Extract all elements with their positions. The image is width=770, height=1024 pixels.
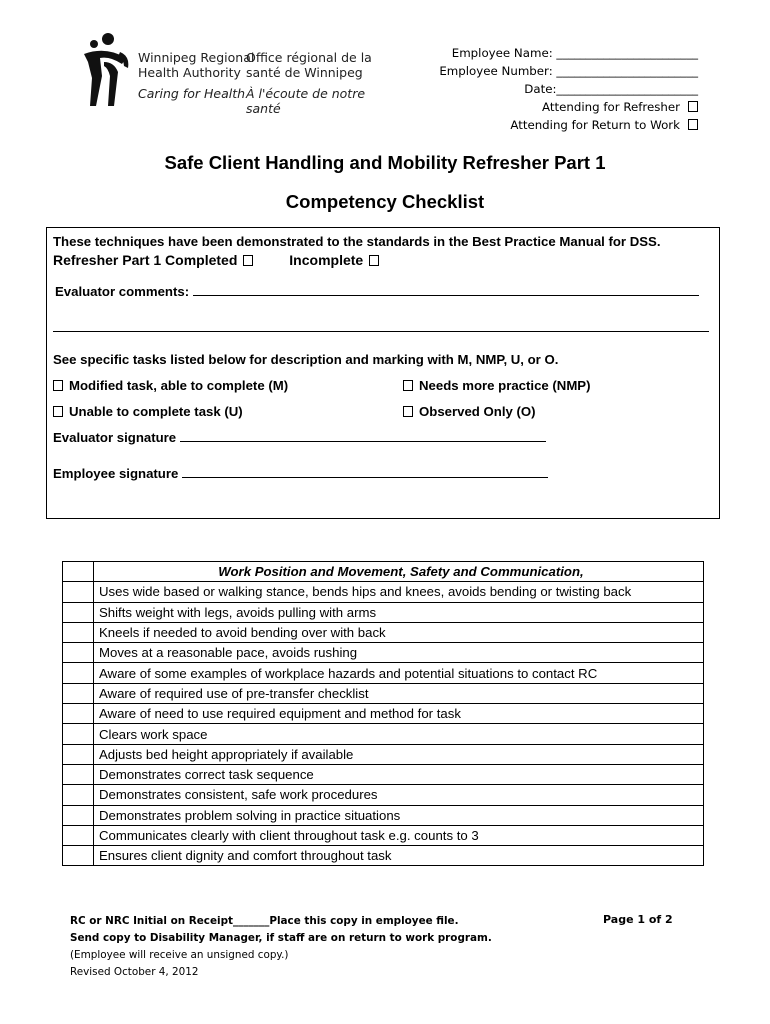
checklist-mark-cell[interactable] [63, 622, 94, 642]
table-row [63, 805, 704, 825]
table-row [63, 683, 704, 703]
checklist-mark-cell[interactable] [63, 602, 94, 622]
page-number: Page 1 of 2 [603, 913, 673, 926]
footer-receipt-note: RC or NRC Initial on Receipt_______Place this copy in employee file. [70, 915, 459, 927]
checklist-mark-cell[interactable] [63, 683, 94, 703]
table-row [63, 744, 704, 764]
logo-fr-tagline: À l'écoute de notre santé [246, 86, 366, 116]
checklist-item: Uses wide based or walking stance, bends hips and knees, avoids bending or twisting back [94, 582, 704, 602]
legend-modified [47, 378, 288, 393]
table-row [63, 724, 704, 744]
table-row [63, 602, 704, 622]
wrha-logo [80, 32, 380, 116]
completion-row [53, 252, 385, 268]
checklist-item: Communicates clearly with client throughout task e.g. counts to 3 [94, 825, 704, 845]
legend-modified-box-icon [53, 380, 63, 391]
table-row [63, 825, 704, 845]
table-row [63, 643, 704, 663]
legend-observed-label: Observed Only (O) [419, 404, 536, 419]
logo-fr-line2: santé de Winnipeg [246, 65, 363, 80]
checklist-mark-cell[interactable] [63, 582, 94, 602]
competency-checklist-table [62, 561, 704, 866]
incomplete-label: Incomplete [289, 252, 364, 268]
checklist-mark-cell[interactable] [63, 805, 94, 825]
evaluator-comments-row [55, 284, 699, 299]
footer-revised-date: Revised October 4, 2012 [70, 966, 199, 978]
table-row [63, 663, 704, 683]
footer-notes [70, 913, 492, 981]
evaluator-comments-line[interactable] [193, 295, 699, 296]
logo-en-line1: Winnipeg Regional [138, 50, 255, 65]
table-row [63, 704, 704, 724]
footer-unsigned-note: (Employee will receive an unsigned copy.) [70, 949, 289, 961]
legend-unable-box-icon [53, 406, 63, 417]
table-row [63, 622, 704, 642]
evaluation-box [46, 227, 720, 519]
evaluator-comments-line-2[interactable] [53, 331, 709, 332]
checklist-item: Ensures client dignity and comfort throughout task [94, 846, 704, 866]
table-row [63, 785, 704, 805]
checklist-header-row [63, 562, 704, 582]
attending-refresher-label: Attending for Refresher [542, 100, 680, 114]
marking-instructions: See specific tasks listed below for description and marking with M, NMP, U, or O. [53, 352, 559, 367]
attending-refresher-checkbox[interactable] [688, 101, 698, 112]
page-title: Safe Client Handling and Mobility Refresher Part 1 [164, 152, 606, 173]
attending-return-label: Attending for Return to Work [510, 118, 680, 132]
table-row [63, 764, 704, 784]
checklist-mark-cell[interactable] [63, 764, 94, 784]
checklist-item: Aware of required use of pre-transfer checklist [94, 683, 704, 703]
checklist-mark-cell[interactable] [63, 663, 94, 683]
attending-refresher-row [439, 98, 698, 116]
employee-signature-line[interactable] [182, 477, 548, 478]
completed-label: Refresher Part 1 Completed [53, 252, 238, 268]
wrha-figure-icon [80, 32, 132, 108]
checklist-heading: Work Position and Movement, Safety and Communication, [94, 562, 704, 582]
attending-return-checkbox[interactable] [688, 119, 698, 130]
checklist-item: Shifts weight with legs, avoids pulling with arms [94, 602, 704, 622]
checklist-mark-cell[interactable] [63, 744, 94, 764]
date-field[interactable]: Date:________________________ [524, 82, 698, 96]
completed-checkbox[interactable] [243, 255, 253, 266]
employee-name-field[interactable]: Employee Name: ________________________ [451, 46, 698, 60]
table-row [63, 582, 704, 602]
evaluator-signature-label: Evaluator signature [53, 430, 177, 445]
checklist-mark-cell[interactable] [63, 825, 94, 845]
attending-return-row [439, 116, 698, 134]
checklist-item: Demonstrates consistent, safe work procedures [94, 785, 704, 805]
checklist-mark-cell[interactable] [63, 562, 94, 582]
checklist-item: Adjusts bed height appropriately if available [94, 744, 704, 764]
employee-number-field[interactable]: Employee Number: ________________________ [439, 64, 698, 78]
legend-unable [47, 404, 243, 419]
logo-fr-line1: Office régional de la [246, 50, 372, 65]
legend-nmp-box-icon [403, 380, 413, 391]
legend-nmp [397, 378, 591, 393]
page-subtitle: Competency Checklist [285, 191, 485, 212]
evaluator-signature-row [53, 430, 546, 445]
checklist-mark-cell[interactable] [63, 846, 94, 866]
evaluator-comments-label: Evaluator comments: [55, 284, 190, 299]
checklist-item: Clears work space [94, 724, 704, 744]
employee-signature-row [53, 466, 548, 481]
checklist-item: Demonstrates correct task sequence [94, 764, 704, 784]
legend-unable-label: Unable to complete task (U) [69, 404, 243, 419]
checklist-item: Aware of need to use required equipment and method for task [94, 704, 704, 724]
checklist-mark-cell[interactable] [63, 785, 94, 805]
legend-nmp-label: Needs more practice (NMP) [419, 378, 591, 393]
employee-signature-label: Employee signature [53, 466, 179, 481]
legend-observed [397, 404, 536, 419]
logo-en-tagline: Caring for Health [138, 86, 246, 101]
checklist-item: Kneels if needed to avoid bending over with back [94, 622, 704, 642]
logo-en-line2: Health Authority [138, 65, 241, 80]
checklist-item: Moves at a reasonable pace, avoids rushing [94, 643, 704, 663]
standards-statement: These techniques have been demonstrated to the standards in the Best Practice Manual for DSS. [53, 234, 661, 249]
legend-observed-box-icon [403, 406, 413, 417]
checklist-mark-cell[interactable] [63, 643, 94, 663]
checklist-item: Aware of some examples of workplace hazards and potential situations to contact RC [94, 663, 704, 683]
checklist-item: Demonstrates problem solving in practice situations [94, 805, 704, 825]
legend-modified-label: Modified task, able to complete (M) [69, 378, 289, 393]
table-row [63, 846, 704, 866]
header-fields [439, 44, 698, 134]
incomplete-checkbox[interactable] [369, 255, 379, 266]
checklist-mark-cell[interactable] [63, 704, 94, 724]
checklist-mark-cell[interactable] [63, 724, 94, 744]
footer-disability-note: Send copy to Disability Manager, if staff are on return to work program. [70, 932, 492, 944]
evaluator-signature-line[interactable] [180, 441, 546, 442]
